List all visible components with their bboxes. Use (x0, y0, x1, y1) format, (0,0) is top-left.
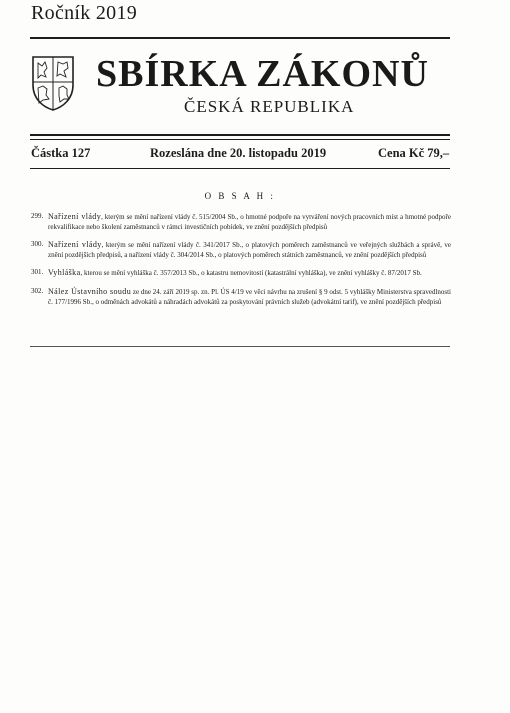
item-kind: Vyhláška (48, 268, 81, 278)
item-kind: Nález Ústavního soudu (48, 286, 132, 296)
contents-list (31, 212, 451, 315)
item-text: , kterou se mění vyhláška č. 357/2013 Sb., o katastru nemovitostí (katastrální vyhláška), ve znění vyhlášky č. 87/2017 Sb. (80, 269, 422, 278)
header-rule-thick (30, 134, 450, 136)
header-rule-thin (30, 139, 450, 140)
item-number: 300. (31, 240, 44, 249)
year-label: Ročník 2019 (31, 2, 138, 24)
meta-rule (30, 168, 450, 169)
item-number: 301. (31, 268, 44, 277)
contents-item (31, 240, 451, 260)
item-kind: Nařízení vlády (48, 212, 102, 221)
contents-item (31, 287, 451, 307)
state-emblem-icon (31, 55, 75, 111)
distribution-date: Rozeslána dne 20. listopadu 2019 (150, 146, 327, 160)
item-text: , kterým se mění nařízení vlády č. 341/2017 Sb., o platových poměrech zaměstnanců ve veřejných službách a správě, ve znění pozdějších předpisů, a nařízení vlády č. 304/2014 Sb., o platových poměrech státních zaměstnanců, ve znění pozdějších předpisů (48, 241, 452, 259)
contents-end-rule (30, 346, 450, 347)
contents-item (31, 212, 451, 232)
issue-price: Cena Kč 79,– (378, 146, 450, 160)
country-subtitle: ČESKÁ REPUBLIKA (184, 97, 355, 116)
contents-heading: O B S A H : (204, 191, 276, 201)
item-text: , kterým se mění nařízení vlády č. 515/2004 Sb., o hmotné podpoře na vytváření nových pracovních míst a hmotné podpoře rekvalifikace nebo školení zaměstnanců v rámci investičních pobídek, ve znění pozdějších předpisů (48, 213, 451, 231)
item-number: 299. (31, 212, 44, 220)
item-kind: Nařízení vlády (48, 240, 102, 250)
collection-title: SBÍRKA ZÁKONŮ (96, 53, 429, 95)
item-text: ze dne 24. září 2019 sp. zn. Pl. ÚS 4/19 ve věci návrhu na zrušení § 9 odst. 5 vyhlášky Ministerstva spravedlnosti č. 177/1996 Sb., o odměnách advokátů a náhradách advokátů za poskytování právních služeb (advokátní tarif), ve znění pozdějších předpisů (48, 287, 451, 306)
top-rule (30, 37, 450, 39)
item-number: 302. (31, 286, 44, 295)
contents-item (31, 268, 451, 279)
issue-number: Částka 127 (31, 146, 91, 160)
